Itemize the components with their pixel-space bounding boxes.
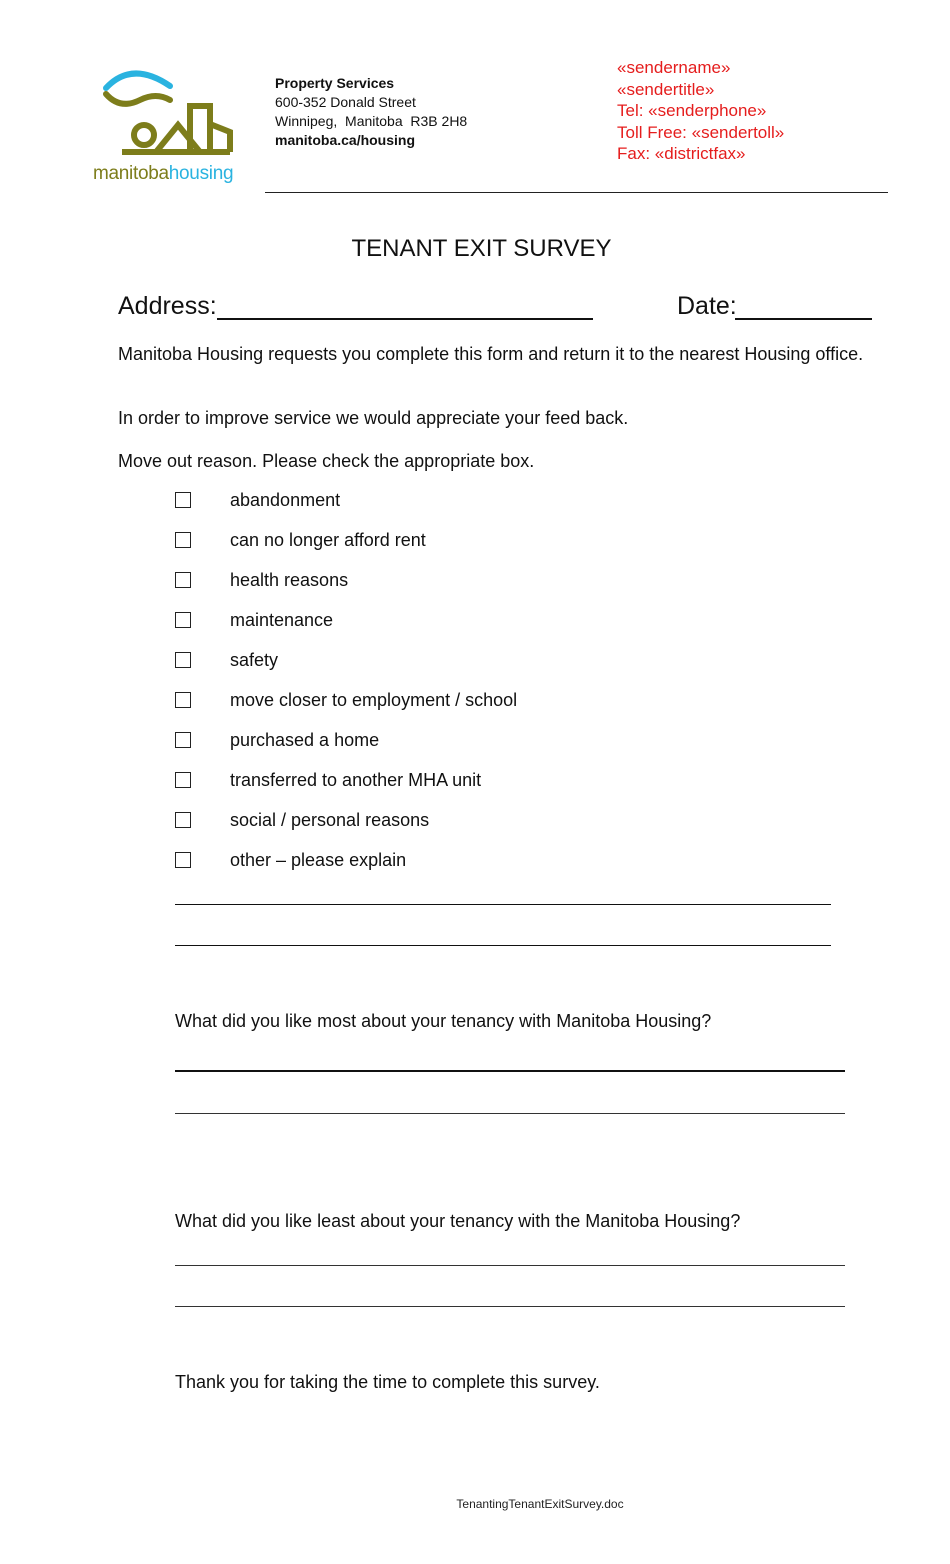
checkbox-employment-school[interactable] — [175, 692, 191, 708]
logo-wave — [106, 94, 170, 104]
option-label: social / personal reasons — [230, 810, 430, 830]
option-label: purchased a home — [230, 730, 380, 750]
org-city: Winnipeg, Manitoba R3B 2H8 — [275, 113, 468, 129]
date-field[interactable] — [735, 318, 872, 320]
checkbox-purchased-home[interactable] — [175, 732, 191, 748]
move-out-reason-instruction: Move out reason. Please check the appropriate box. — [118, 451, 535, 471]
checkbox-maintenance[interactable] — [175, 612, 191, 628]
question-liked-most: What did you like most about your tenancy with Manitoba Housing? — [175, 1011, 712, 1031]
option-label: other – please explain — [230, 850, 407, 870]
option-label: health reasons — [230, 570, 349, 590]
checkbox-abandonment[interactable] — [175, 492, 191, 508]
sender-title: «sendertitle» — [617, 79, 715, 99]
logo-wordmark — [93, 163, 233, 185]
option-label: can no longer afford rent — [230, 530, 426, 550]
sender-fax: Fax: «districtfax» — [617, 144, 746, 163]
checkbox-afford-rent[interactable] — [175, 532, 191, 548]
date-label: Date: — [677, 292, 737, 320]
address-field[interactable] — [217, 318, 593, 320]
checkbox-other[interactable] — [175, 852, 191, 868]
org-street: 600-352 Donald Street — [275, 94, 416, 110]
logo-house-roof — [156, 125, 200, 152]
option-label: safety — [230, 650, 279, 670]
header-divider — [265, 192, 888, 193]
logo-word-manitoba: manitoba — [93, 163, 169, 184]
logo-word-housing: housing — [168, 163, 234, 184]
manitoba-housing-logo-mark — [92, 70, 242, 160]
answer-least-line-1[interactable] — [175, 1265, 845, 1266]
option-label: move closer to employment / school — [230, 690, 518, 710]
sender-toll-free: Toll Free: «sendertoll» — [617, 122, 785, 142]
sender-block — [617, 57, 784, 165]
logo-building — [190, 106, 210, 152]
question-liked-least: What did you like least about your tenancy with the Manitoba Housing? — [175, 1211, 741, 1231]
address-label: Address: — [118, 292, 217, 320]
org-name: Property Services — [275, 75, 395, 91]
org-website: manitoba.ca/housing — [275, 132, 416, 148]
intro-paragraph: Manitoba Housing requests you complete this form and return it to the nearest Housing office. — [118, 344, 864, 364]
thank-you-note: Thank you for taking the time to complete this survey. — [175, 1372, 600, 1392]
footer-filename: TenantingTenantExitSurvey.doc — [456, 1497, 624, 1511]
answer-most-line-1[interactable] — [175, 1070, 845, 1072]
checkbox-social-personal[interactable] — [175, 812, 191, 828]
logo-arc — [106, 73, 170, 88]
answer-most-line-2[interactable] — [175, 1113, 845, 1114]
checkbox-safety[interactable] — [175, 652, 191, 668]
checkbox-health-reasons[interactable] — [175, 572, 191, 588]
answer-least-line-2[interactable] — [175, 1306, 845, 1307]
sender-name: «sendername» — [617, 58, 731, 77]
option-label: transferred to another MHA unit — [230, 770, 482, 790]
page-title: TENANT EXIT SURVEY — [351, 235, 612, 262]
sender-phone: Tel: «senderphone» — [617, 101, 767, 120]
other-explain-line-2[interactable] — [175, 945, 831, 946]
other-explain-line-1[interactable] — [175, 904, 831, 905]
org-address-block — [275, 74, 467, 150]
checkbox-transferred-unit[interactable] — [175, 772, 191, 788]
option-label: abandonment — [230, 490, 341, 510]
feedback-paragraph: In order to improve service we would appreciate your feed back. — [118, 408, 629, 428]
logo-sun — [134, 125, 154, 145]
option-label: maintenance — [230, 610, 334, 630]
